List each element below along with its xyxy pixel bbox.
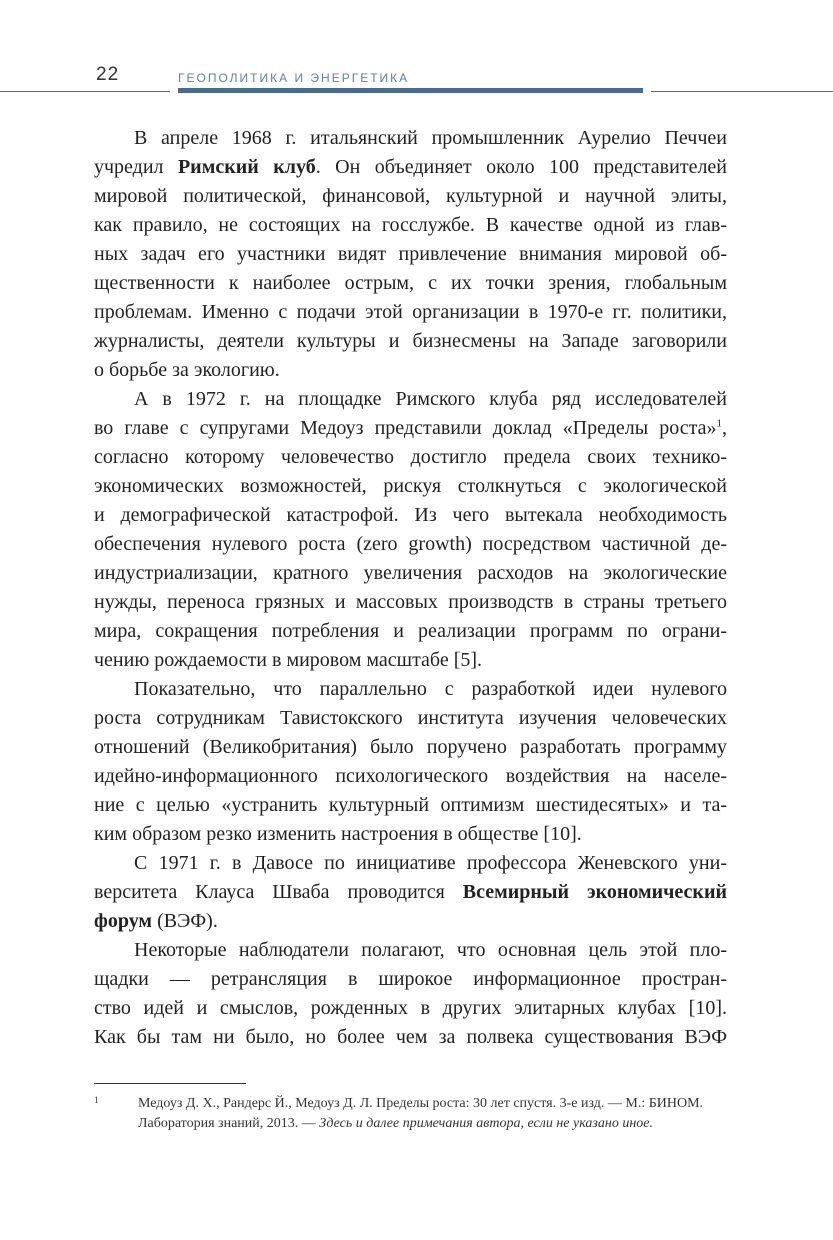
footnote-ref: 1 [716,417,722,430]
body-text [94,124,727,1052]
text-line: нужды, переноса грязных и массовых производств в страны третьего [94,591,727,613]
header-rule-right [651,91,833,92]
text-line: В апреле 1968 г. итальянский промышленник Аурелио Печчеи [134,127,727,149]
text-line: согласно которому человечество достигло предела своих технико- [94,446,727,468]
text-line: журналисты, деятели культуры и бизнесмены на Западе заговорили [94,330,727,352]
bold-term: Римский клуб [177,156,316,178]
page-header [0,60,833,100]
text-line: как правило, не состоящих на госслужбе. В качестве одной из глав- [94,214,727,236]
text-line: ных задач его участники видят привлечение внимания мировой об- [94,243,727,265]
text-line: чению рождаемости в мировом масштабе [5]. [94,649,483,671]
text-line: роста сотрудникам Тавистокского института изучения человеческих [94,707,727,729]
text-line: Показательно, что параллельно с разработкой идеи нулевого [134,678,727,700]
text-line: щественности к наиболее острым, с их точки зрения, глобальным [94,272,727,294]
bold-term: Всемирный экономический [462,881,727,903]
header-accent-bar [178,88,643,93]
text-line: Некоторые наблюдатели полагают, что основная цель этой пло- [134,939,727,961]
text-line: Как бы там ни было, но более чем за полвека существования ВЭФ [94,1026,727,1048]
running-title: ГЕОПОЛИТИКА И ЭНЕРГЕТИКА [178,71,410,85]
text-line: идейно-информационного психологического воздействия на населе- [94,765,727,787]
text-line: мира, сокращения потребления и реализации программ по ограни- [94,620,727,642]
footnote-mark: 1 [94,1095,99,1105]
text-line: проблемам. Именно с подачи этой организации в 1970-е гг. политики, [94,301,727,323]
text-line: ние с целью «устранить культурный оптимизм шестидесятых» и та- [94,794,727,816]
text-line: обеспечения нулевого роста (zero growth) посредством частичной де- [94,533,727,555]
text-line: щадки — ретрансляция в широкое информационное простран- [94,968,727,990]
footnote-italic: Здесь и далее примечания автора, если не указано иное. [319,1116,653,1131]
text-line: А в 1972 г. на площадке Римского клуба ряд исследователей [134,388,727,410]
footnote-separator [94,1083,246,1084]
text-line: экономических возможностей, рискуя столкнуться с экологической [94,475,727,497]
text-line: индустриализации, кратного увеличения расходов на экологические [94,562,727,584]
bold-term: форум [94,910,153,932]
footnote-text: Медоуз Д. Х., Рандерс Й., Медоуз Д. Л. Пределы роста: 30 лет спустя. 3-е изд. — М.: БИНОМ. Лаборатория знаний, 2013. — Здесь и далее примечания автора, если не указано иное. [138,1096,704,1131]
text-line: верситета Клауса Шваба проводится Всемирный экономический [94,881,727,903]
text-line: ким образом резко изменить настроения в обществе [10]. [94,823,582,845]
text-line: и демографической катастрофой. Из чего вытекала необходимость [94,504,727,526]
text-line: во главе с супругами Медоуз представили доклад «Пределы роста»$^1$, [94,417,727,439]
text-line: С 1971 г. в Давосе по инициативе профессора Женевского уни- [134,852,727,874]
text-line: учредил Римский клуб. Он объединяет около 100 представителей [94,156,727,178]
text-line: форум (ВЭФ). [94,910,218,932]
text-line: мировой политической, финансовой, культурной и научной элиты, [94,185,727,207]
page-number: 22 [96,64,120,85]
text-line: о борьбе за экологию. [94,359,280,381]
text-line: отношений (Великобритания) было поручено разработать программу [94,736,727,758]
header-rule-left [0,91,170,92]
footnote [94,1094,727,1134]
text-line: ство идей и смыслов, рожденных в других элитарных клубах [10]. [94,997,727,1019]
